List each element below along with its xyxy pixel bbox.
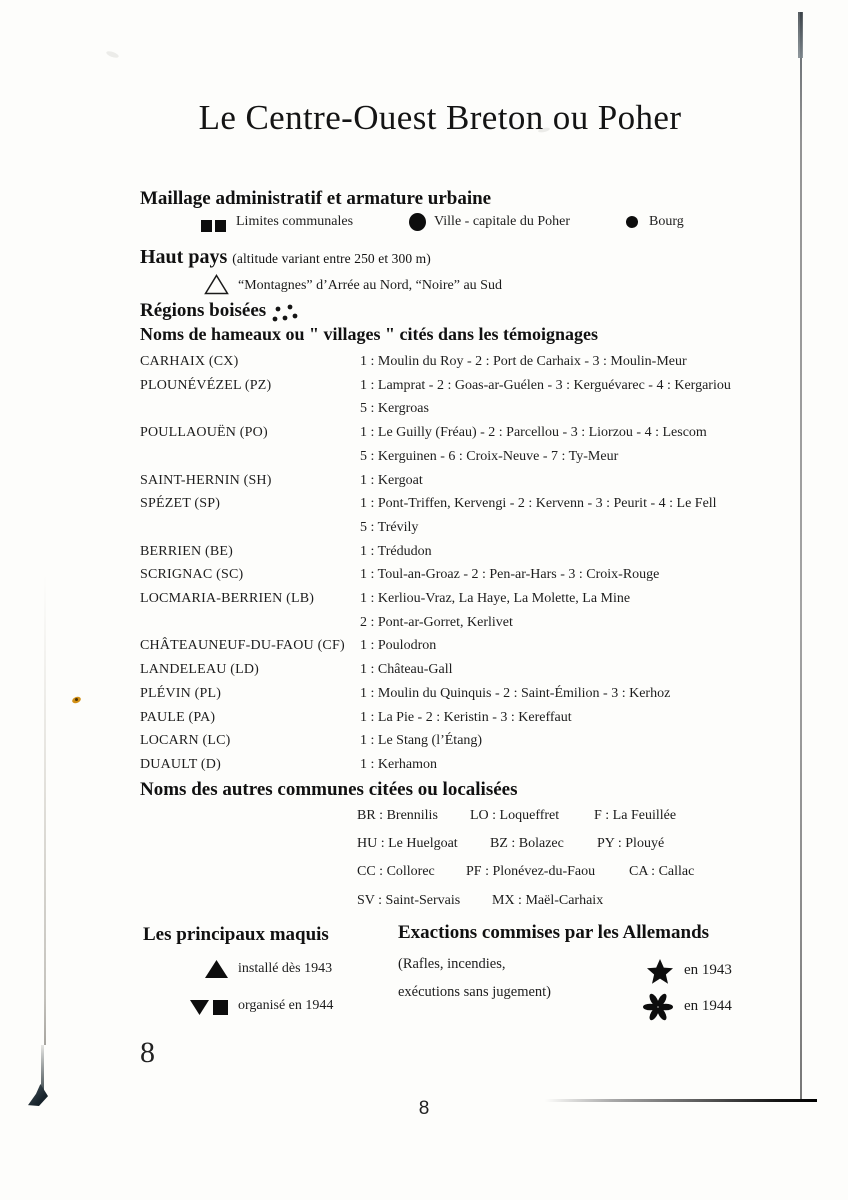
hamlet-line: 1 : Pont-Triffen, Kervengi - 2 : Kervenn - 3 : Peurit - 4 : Le Fell [360,496,717,512]
commune-name: BERRIEN (BE) [140,543,234,559]
legend-label-bourg: Bourg [649,214,684,229]
legend-label-ville: Ville - capitale du Poher [434,214,571,229]
scan-artifact-smudge [106,50,120,59]
exactions-note-line1: (Rafles, incendies, [398,956,506,972]
commune-abbrev: CA : Callac [629,864,695,879]
commune-name: PLOUNÉVÉZEL (PZ) [140,377,272,393]
section-heading-exactions: Exactions commises par les Allemands [398,922,710,943]
hamlet-row [140,350,760,374]
hamlet-row [140,421,760,468]
hamlet-row [140,658,760,682]
hamlet-row [140,634,760,658]
exactions-1944-asterisk-icon [643,992,673,1027]
exactions-note-line2: exécutions sans jugement) [398,984,552,1000]
hamlet-line: 1 : Kerhamon [360,756,437,772]
commune-abbrev: HU : Le Huelgoat [357,836,458,851]
commune-name: PLÉVIN (PL) [140,685,222,701]
montagne-label: “Montagnes” d’Arrée au Nord, “Noire” au Sud [238,278,502,293]
scan-page-number: 8 [418,1098,430,1119]
commune-name: LANDELEAU (LD) [140,662,260,678]
exactions-1943-star-icon [647,959,673,989]
hamlet-row [140,729,760,753]
section-heading-maillage: Maillage administratif et armature urbaine [140,188,492,209]
commune-abbrev: F : La Feuillée [594,808,677,823]
commune-abbrev: BZ : Bolazec [490,836,564,851]
hamlet-line: 1 : La Pie - 2 : Keristin - 3 : Kereffaut [360,709,572,725]
hamlet-line: 1 : Le Stang (l’Étang) [360,733,483,749]
hamlet-row [140,706,760,730]
hamlets-list [140,350,760,777]
section-heading-regions-boisees: Régions boisées [140,300,267,321]
hamlet-line: 1 : Moulin du Quinquis - 2 : Saint-Émilion - 3 : Kerhoz [360,685,671,701]
bourg-icon [626,216,638,228]
hamlet-row [140,587,760,634]
legend-label-limites: Limites communales [236,214,354,229]
limites-communales-icon [201,219,226,237]
commune-name: LOCMARIA-BERRIEN (LB) [140,591,315,607]
montagne-triangle-icon [204,274,229,300]
scan-artifact-right-edge-line [800,12,802,1100]
commune-name: LOCARN (LC) [140,733,231,749]
scan-artifact-right-edge-cap [798,12,803,58]
haut-pays-title: Haut pays [140,246,228,268]
ville-capitale-icon [409,213,426,231]
hamlet-line: 5 : Kerguinen - 6 : Croix-Neuve - 7 : Ty-Meur [360,448,619,464]
maquis-1943-label: installé dès 1943 [238,961,333,976]
commune-name: DUAULT (D) [140,756,221,772]
hamlet-row [140,540,760,564]
commune-abbrev: MX : Maël-Carhaix [492,893,604,908]
hamlet-row [140,682,760,706]
commune-abbrev: PF : Plonévez-du-Faou [466,864,596,879]
hamlet-row [140,374,760,421]
hamlet-line: 1 : Trédudon [360,543,432,559]
communes-abbreviations [357,808,707,920]
commune-abbrev: SV : Saint-Servais [357,893,461,908]
section-heading-autres-communes: Noms des autres communes citées ou localisées [140,779,518,800]
commune-name: SCRIGNAC (SC) [140,567,244,583]
hamlet-line: 1 : Moulin du Roy - 2 : Port de Carhaix - 3 : Moulin-Meur [360,354,687,369]
hamlet-line: 2 : Pont-ar-Gorret, Kerlivet [360,614,513,630]
hamlet-line: 1 : Château-Gall [360,662,453,678]
hamlet-line: 1 : Kergoat [360,472,423,488]
hamlet-line: 1 : Toul-an-Groaz - 2 : Pen-ar-Hars - 3 : Croix-Rouge [360,567,660,583]
hamlet-line: 1 : Poulodron [360,638,437,654]
hamlet-row [140,753,760,777]
maquis-1944-square-icon [213,1000,228,1015]
hamlet-line: 1 : Kerliou-Vraz, La Haye, La Molette, La Mine [360,591,631,607]
hamlet-row [140,492,760,539]
commune-abbrev: LO : Loqueffret [470,808,560,823]
commune-name: SPÉZET (SP) [140,496,221,512]
section-heading-hameaux: Noms de hameaux ou " villages " cités dans les témoignages [140,324,598,344]
commune-abbrev: CC : Collorec [357,864,435,879]
hamlet-line: 5 : Trévily [360,519,419,535]
haut-pays-note: (altitude variant entre 250 et 300 m) [232,251,431,266]
book-page-number: 8 [140,1036,155,1069]
black-square-icon [215,220,226,232]
hamlet-line: 1 : Lamprat - 2 : Goas-ar-Guélen - 3 : Kerguévarec - 4 : Kergariou [360,377,731,393]
commune-abbrev: PY : Plouyé [597,836,665,851]
commune-name: CHÂTEAUNEUF-DU-FAOU (CF) [140,638,345,654]
maquis-1943-triangle-icon [205,960,228,983]
commune-name: PAULE (PA) [140,709,216,725]
black-square-icon [201,220,212,232]
commune-abbrev: BR : Brennilis [357,808,438,823]
page-title: Le Centre-Ouest Breton ou Poher [198,98,682,137]
commune-name: SAINT-HERNIN (SH) [140,472,272,488]
maquis-1944-triangle-down-icon [190,1000,209,1020]
hamlet-row [140,469,760,493]
scan-artifact-left-crease [44,575,46,1045]
hamlet-line: 1 : Le Guilly (Fréau) - 2 : Parcellou - 3 : Liorzou - 4 : Lescom [360,425,707,441]
section-heading-haut-pays [140,246,431,269]
section-heading-maquis: Les principaux maquis [143,924,329,945]
exactions-1943-label: en 1943 [684,962,732,978]
commune-name: POULLAOUËN (PO) [140,425,268,441]
hamlet-line: 5 : Kergroas [360,401,429,417]
commune-name: CARHAIX (CX) [140,354,239,369]
hamlet-row [140,563,760,587]
exactions-1944-label: en 1944 [684,998,732,1014]
scan-artifact-orange-fleck-core [75,698,78,701]
maquis-1944-label: organisé en 1944 [238,998,334,1013]
